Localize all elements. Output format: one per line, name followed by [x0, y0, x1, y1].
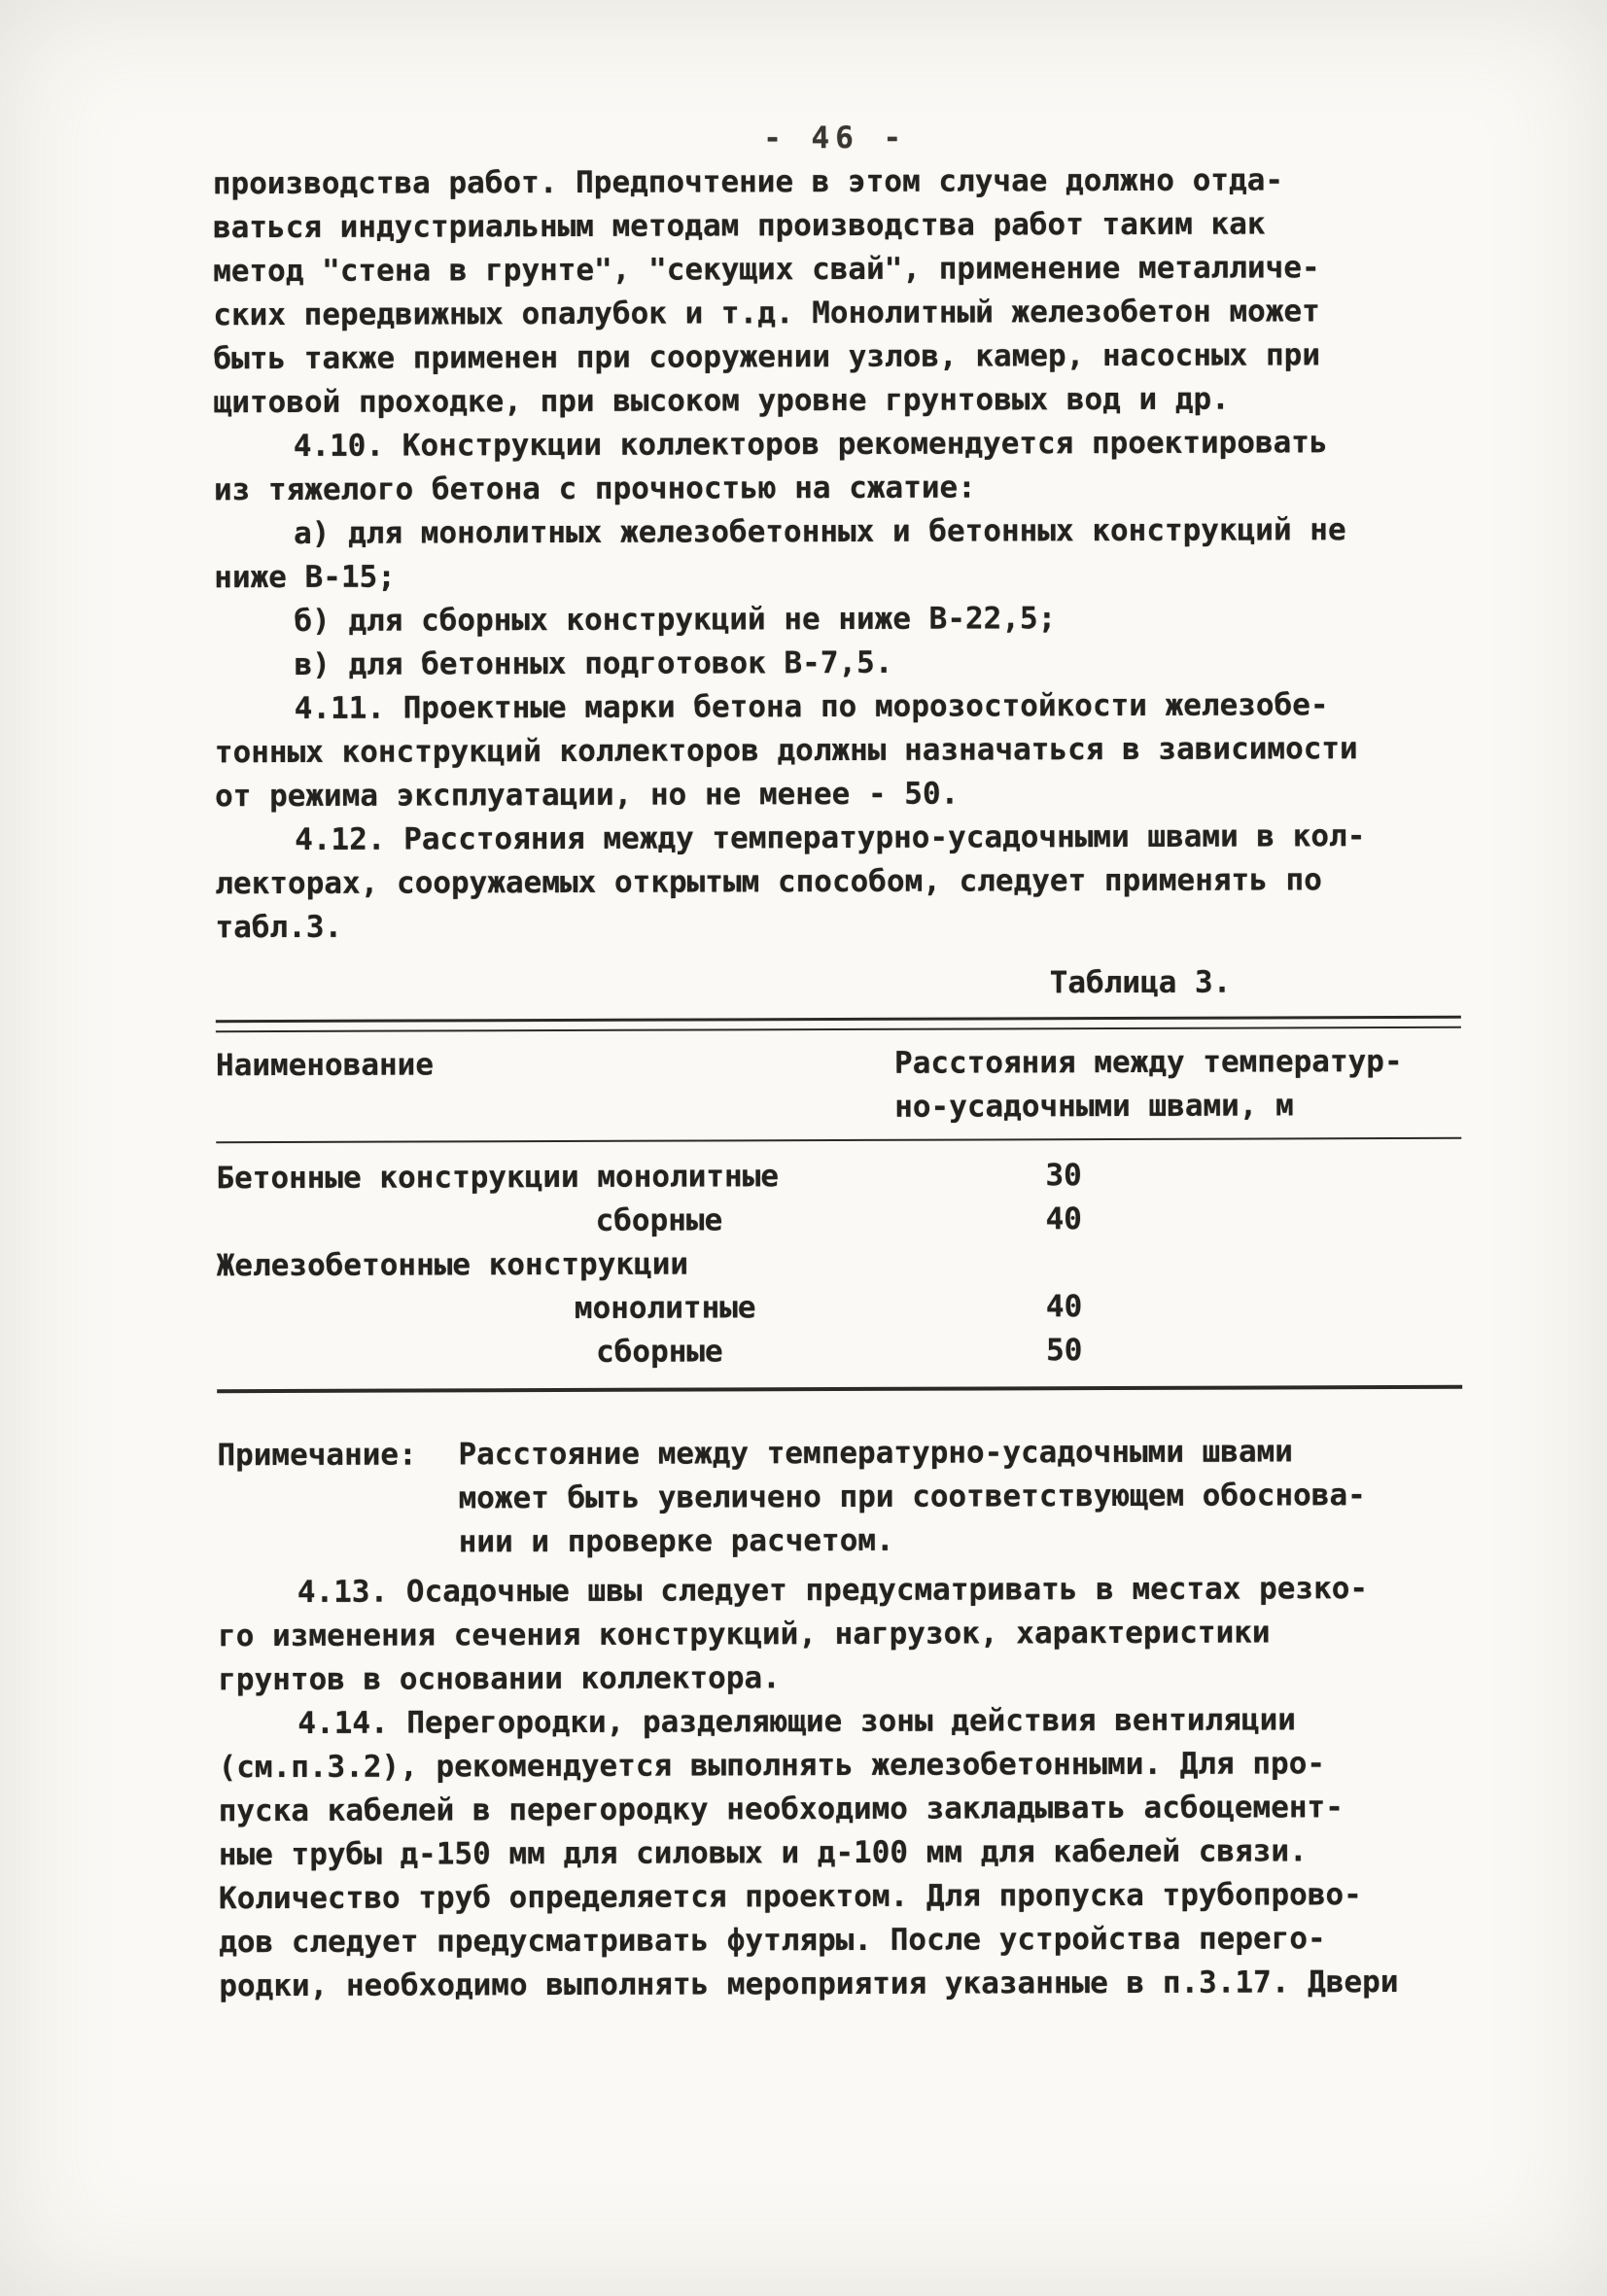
table-row: [217, 1328, 1462, 1375]
table-cell-name: Железобетонные конструкции: [216, 1246, 689, 1284]
paragraph-4-13: 4.13. Осадочные швы следует предусматривать в местах резко- го изменения сечения конструкций, нагрузок, характеристики грунтов в основании коллектора.: [217, 1571, 1369, 1698]
paragraph-4-11: 4.11. Проектные марки бетона по морозостойкости железобе- тонных конструкций коллекторов должны назначаться в зависимости от режима эксплуатации, но не менее - 50.: [214, 687, 1358, 815]
paragraph-4-14: 4.14. Перегородки, разделяющие зоны действия вентиляции (см.п.3.2), рекомендуется выполнять железобетонными. Для про- пуска кабелей в перегородку необходимо закладывать асбоцемент- ные трубы д-150 мм для силовых и д-100 мм для кабелей связи. Количество труб определяется проектом. Для пропуска трубопрово- дов следует предусматривать футляры. После устройства перего- родки, необходимо выполнять мероприятия указанные в п.3.17. Двери: [218, 1702, 1399, 2004]
list-item-v: в) для бетонных подготовок В-7,5.: [294, 644, 893, 682]
table-cell-name: сборные: [595, 1202, 723, 1238]
table-header-name: Наименование: [215, 1047, 435, 1084]
table-cell-name: Бетонные конструкции монолитные: [216, 1159, 780, 1197]
page-number: - 46 -: [763, 120, 908, 157]
paragraph-4-12: 4.12. Расстояния между температурно-усадочными швами в кол- лекторах, сооружаемых открытым способом, следует применять по табл.3.: [215, 818, 1366, 946]
table-cell-name: монолитные: [574, 1290, 756, 1326]
table-header-distance: Расстояния между температур- но-усадочными швами, м: [893, 1043, 1403, 1125]
note-label: Примечание:: [217, 1437, 417, 1474]
paragraph-4-10: 4.10. Конструкции коллекторов рекомендуется проектировать из тяжелого бетона с прочностью на сжатие:: [213, 425, 1328, 508]
table-row: [216, 1197, 1461, 1244]
table-row: [216, 1153, 1461, 1200]
table-body: [216, 1139, 1462, 1375]
table-row: [217, 1240, 1462, 1288]
table-cell-value: 40: [1045, 1289, 1083, 1325]
table-cell-value: [937, 1240, 1462, 1286]
note-text: Расстояние между температурно-усадочными швами может быть увеличено при соответствующем обоснова- нии и проверке расчетом.: [458, 1434, 1366, 1560]
paragraph-intro: производства работ. Предпочтение в этом случае должно отда- ваться индустриальным методам производства работ таким как метод "стена в грунте", "секущих свай", применение металличе- ских передвижных опалубок и т.д. Монолитный железобетон может быть также применен при сооружении узлов, камер, насосных при щитовой проходке, при высоком уровне грунтовых вод и др.: [212, 162, 1321, 421]
table-cell-value: 30: [1045, 1158, 1082, 1194]
table-caption: Таблица 3.: [1049, 964, 1232, 1001]
note-block: [217, 1430, 1462, 1565]
table-3: [216, 1016, 1462, 1393]
list-item-a: а) для монолитных железобетонных и бетонных конструкций не ниже В-15;: [214, 512, 1346, 596]
table-cell-value: 40: [1045, 1201, 1082, 1237]
table-header-row: [216, 1028, 1461, 1131]
table-bottom-rule: [217, 1385, 1462, 1393]
table-cell-value: 50: [1045, 1333, 1083, 1369]
table-row: [217, 1284, 1462, 1332]
document-content: [213, 115, 1465, 2008]
table-cell-name: сборные: [595, 1334, 723, 1370]
list-item-b: б) для сборных конструкций не ниже В-22,5;: [294, 601, 1057, 639]
